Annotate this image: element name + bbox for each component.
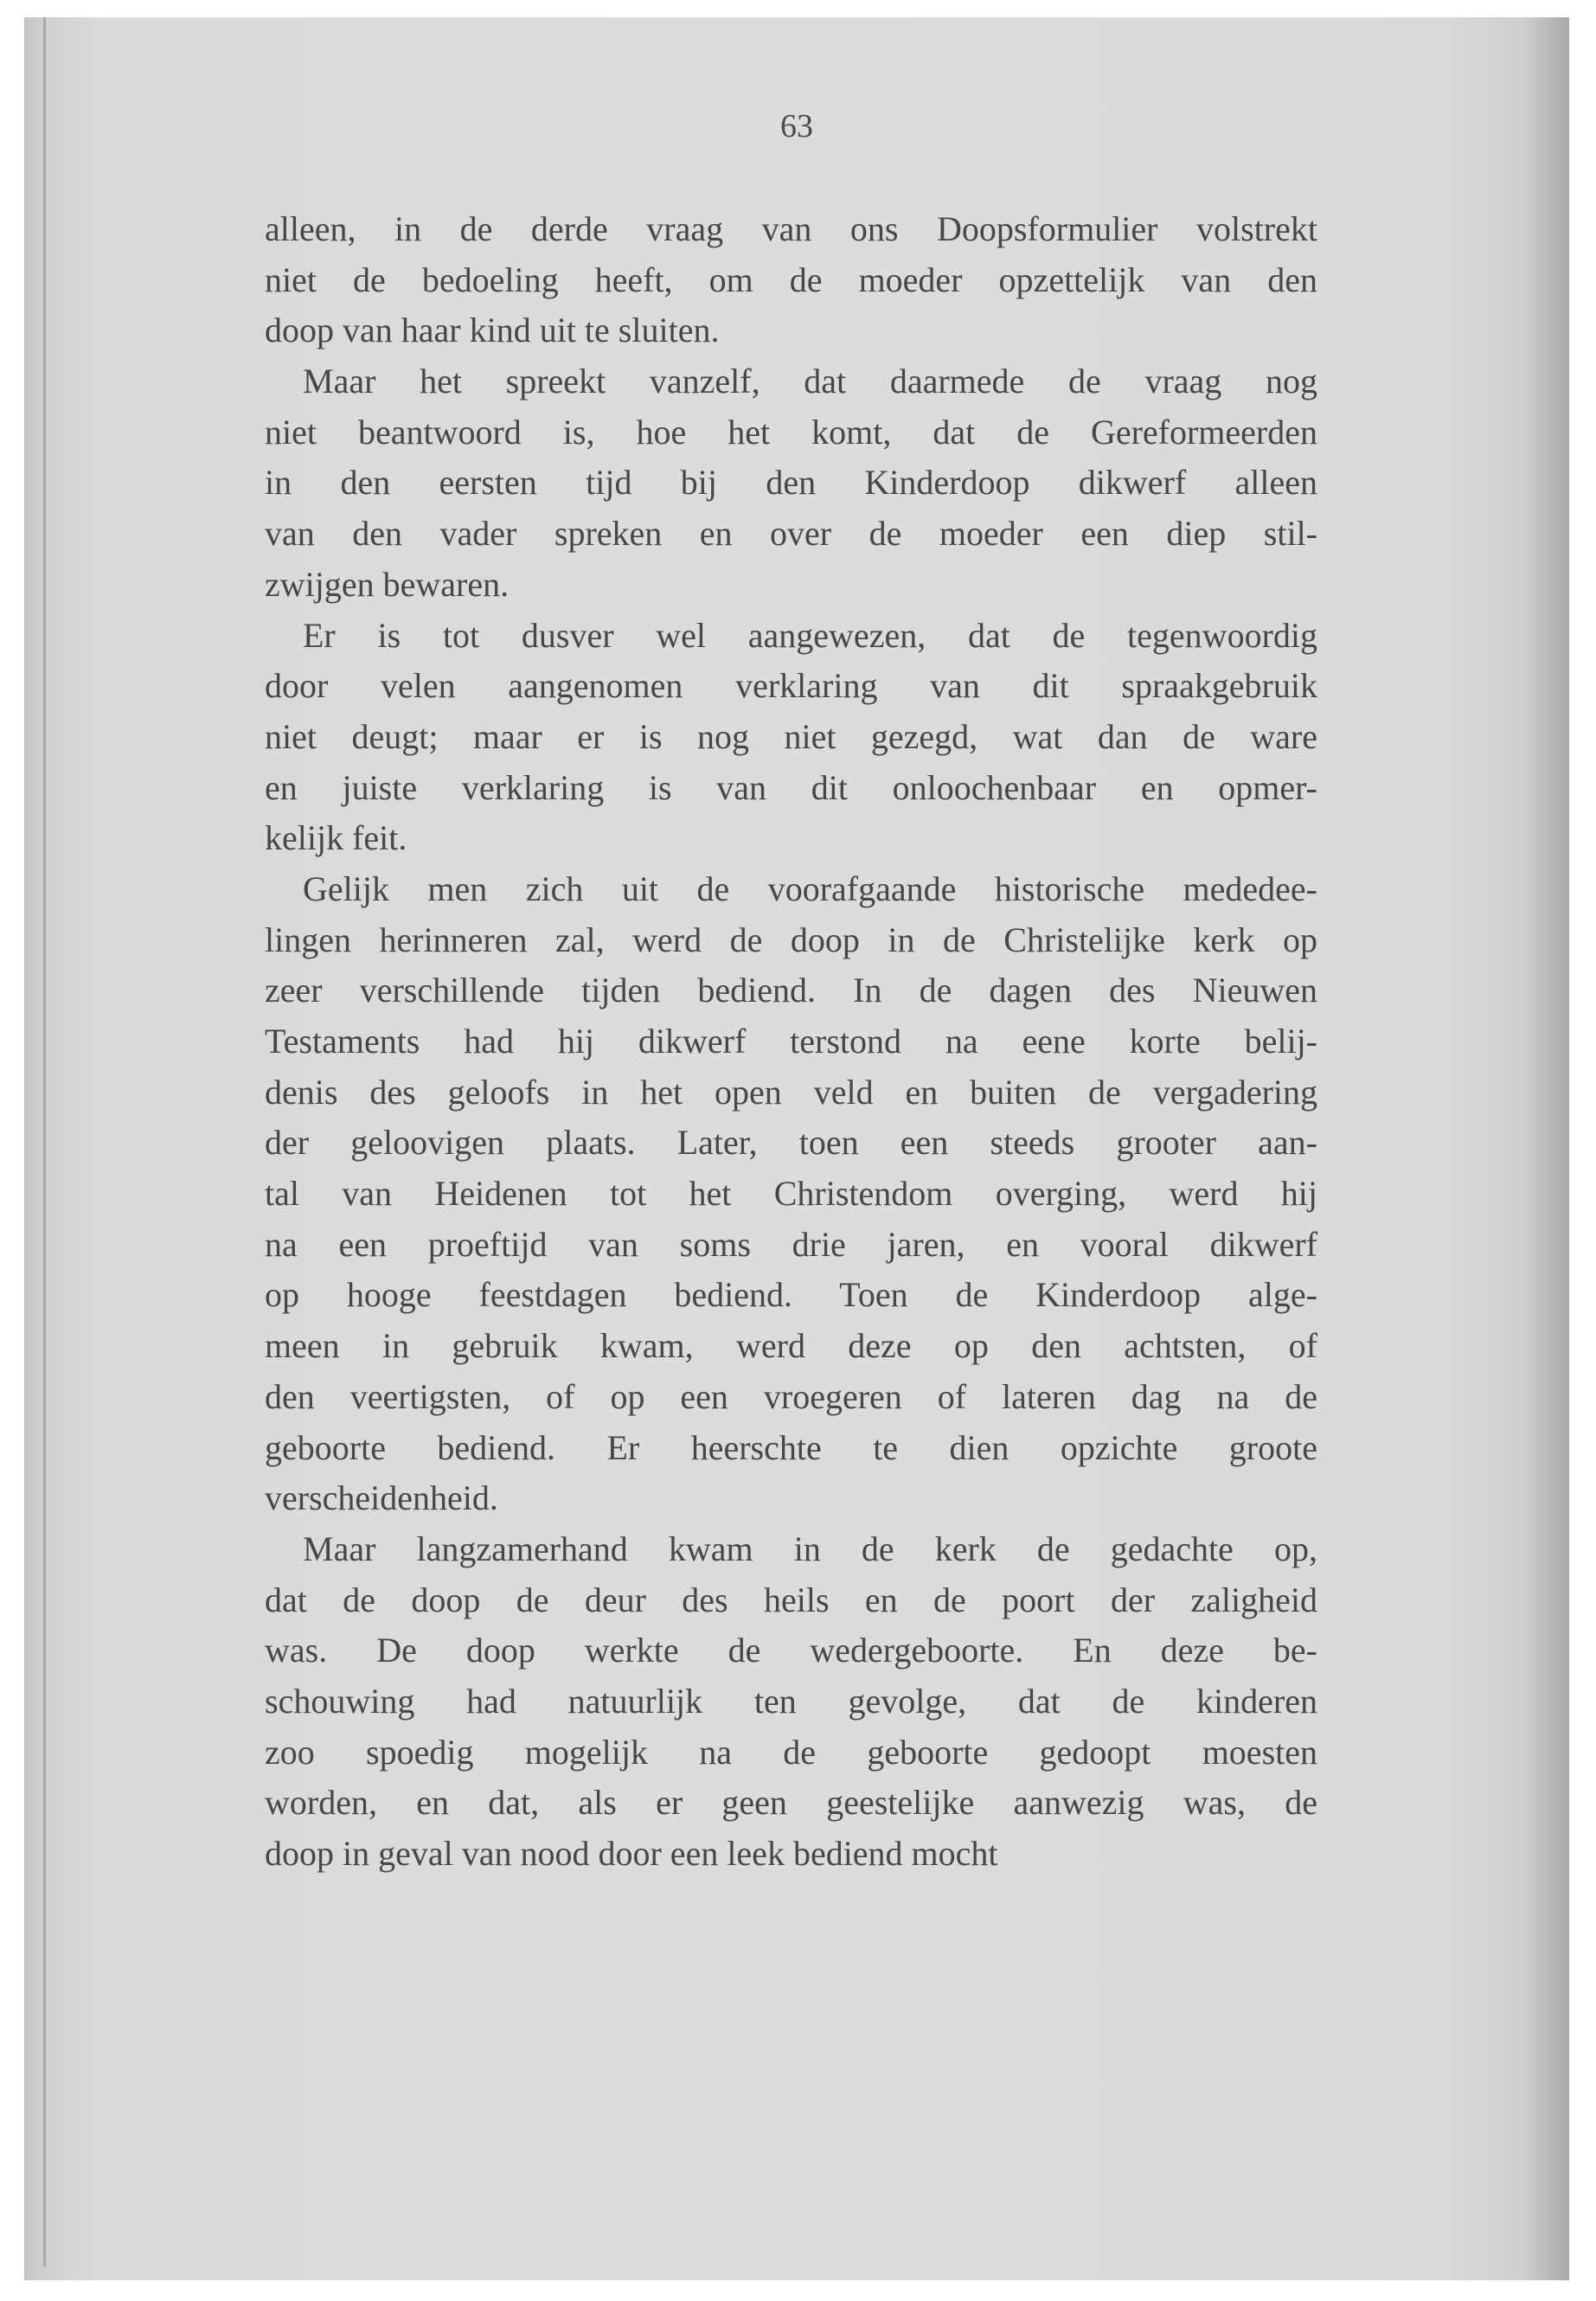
- text-line: doop in geval van nood door een leek bediend mocht: [265, 1834, 998, 1873]
- text-line: na een proeftijd van soms drie jaren, en vooral dikwerf: [265, 1224, 1317, 1264]
- text-line: Gelijk men zich uit de voorafgaande historische mededee-: [303, 868, 1317, 908]
- text-line: dat de doop de deur des heils en de poort der zaligheid: [265, 1580, 1317, 1619]
- text-line: niet de bedoeling heeft, om de moeder opzettelijk van den: [265, 260, 1317, 299]
- text-line: denis des geloofs in het open veld en buiten de vergadering: [265, 1072, 1317, 1112]
- text-line: meen in gebruik kwam, werd deze op den achtsten, of: [265, 1326, 1317, 1366]
- text-line: alleen, in de derde vraag van ons Doopsformulier volstrekt: [265, 209, 1317, 248]
- text-line: verscheidenheid.: [265, 1478, 498, 1518]
- text-line: in den eersten tijd bij den Kinderdoop dikwerf alleen: [265, 463, 1317, 503]
- paragraph: [265, 611, 1317, 864]
- text-line: niet beantwoord is, hoe het komt, dat de Gereformeerden: [265, 412, 1317, 452]
- text-line: tal van Heidenen tot het Christendom overging, werd hij: [265, 1174, 1317, 1214]
- paragraph: [265, 204, 1317, 356]
- text-line: den veertigsten, of op een vroegeren of lateren dag na de: [265, 1376, 1317, 1416]
- text-line: Maar langzamerhand kwam in de kerk de gedachte op,: [303, 1529, 1317, 1568]
- text-line: van den vader spreken en over de moeder een diep stil-: [265, 514, 1317, 554]
- paragraph: [265, 864, 1317, 1524]
- text-line: doop van haar kind uit te sluiten.: [265, 311, 720, 350]
- page-binding-edge: [43, 17, 46, 2266]
- text-line: lingen herinneren zal, werd de doop in de Christelijke kerk op: [265, 920, 1317, 959]
- paragraph: [265, 1524, 1317, 1880]
- text-line: worden, en dat, als er geen geestelijke aanwezig was, de: [265, 1783, 1317, 1823]
- page-number: 63: [780, 108, 813, 144]
- text-line: op hooge feestdagen bediend. Toen de Kinderdoop alge-: [265, 1275, 1317, 1315]
- text-line: was. De doop werkte de wedergeboorte. En deze be-: [265, 1631, 1317, 1670]
- book-page: [24, 17, 1569, 2280]
- text-line: Maar het spreekt vanzelf, dat daarmede de vraag nog: [303, 362, 1317, 401]
- paragraph: [265, 356, 1317, 610]
- text-line: schouwing had natuurlijk ten gevolge, dat de kinderen: [265, 1681, 1317, 1721]
- text-line: geboorte bediend. Er heerschte te dien opzichte groote: [265, 1427, 1317, 1467]
- text-line: zoo spoedig mogelijk na de geboorte gedoopt moesten: [265, 1732, 1317, 1772]
- text-line: Testaments had hij dikwerf terstond na eene korte belij-: [265, 1022, 1317, 1061]
- text-line: Er is tot dusver wel aangewezen, dat de tegenwoordig: [303, 615, 1317, 655]
- text-line: niet deugt; maar er is nog niet gezegd, wat dan de ware: [265, 716, 1317, 756]
- text-line: door velen aangenomen verklaring van dit spraakgebruik: [265, 666, 1317, 706]
- text-line: zeer verschillende tijden bediend. In de dagen des Nieuwen: [265, 971, 1317, 1010]
- text-line: kelijk feit.: [265, 818, 407, 858]
- body-text: [265, 204, 1317, 1880]
- text-line: der geloovigen plaats. Later, toen een steeds grooter aan-: [265, 1123, 1317, 1163]
- text-line: en juiste verklaring is van dit onloochenbaar en opmer-: [265, 767, 1317, 807]
- text-line: zwijgen bewaren.: [265, 564, 510, 604]
